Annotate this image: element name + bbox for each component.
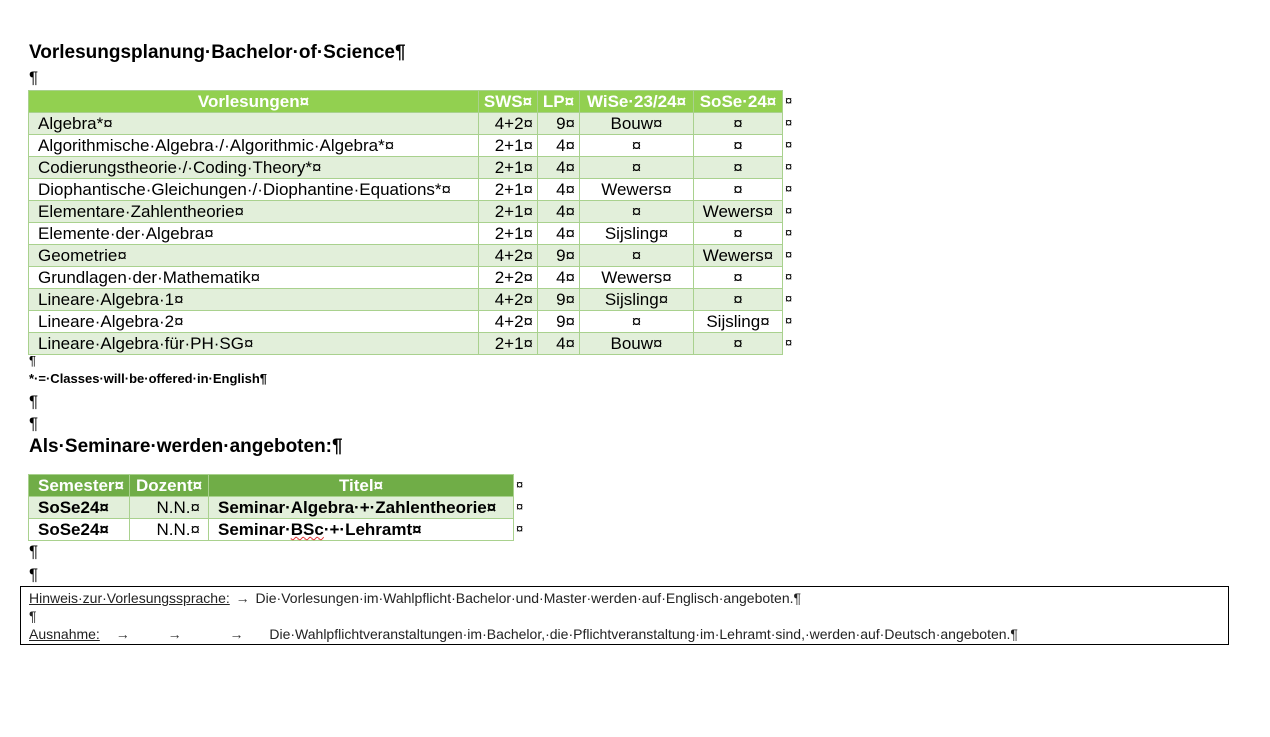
- table-row: [29, 267, 783, 289]
- row-end-mark: ¤: [785, 313, 793, 328]
- spellcheck-flagged-word[interactable]: BSc: [290, 520, 324, 539]
- english-footnote: *·=·Classes·will·be·offered·in·English¶: [29, 371, 268, 386]
- row-end-mark: ¤: [516, 521, 524, 536]
- title-part: ·+·Lehramt¤: [323, 520, 422, 539]
- wise-cell: Sijsling¤: [580, 289, 694, 311]
- wise-cell: Sijsling¤: [580, 223, 694, 245]
- lp-cell: 4¤: [538, 223, 580, 245]
- title-part: Seminar·: [218, 520, 291, 539]
- lecture-name-cell: Lineare·Algebra·1¤: [29, 289, 479, 311]
- table-row: [29, 311, 783, 333]
- tab-arrow: →: [235, 590, 250, 606]
- sws-cell: 4+2¤: [479, 113, 538, 135]
- row-end-mark: ¤: [785, 137, 793, 152]
- lecture-table-header-row: [29, 91, 783, 113]
- sose-cell: ¤: [694, 223, 783, 245]
- lecture-table: [28, 90, 783, 355]
- sws-cell: 2+2¤: [479, 267, 538, 289]
- tab-arrow: →: [115, 626, 130, 642]
- empty-paragraph-mark: ¶: [29, 353, 36, 368]
- lp-cell: 4¤: [538, 179, 580, 201]
- col-header-sws: SWS¤: [479, 91, 538, 113]
- sws-cell: 2+1¤: [479, 157, 538, 179]
- tab-arrow: →: [167, 626, 182, 642]
- sose-cell: ¤: [694, 333, 783, 355]
- col-header-sose: SoSe·24¤: [694, 91, 783, 113]
- wise-cell: Wewers¤: [580, 267, 694, 289]
- wise-cell: Wewers¤: [580, 179, 694, 201]
- empty-paragraph-mark: ¶: [29, 392, 39, 411]
- hint-label: Hinweis·zur·Vorlesungssprache:: [29, 590, 230, 606]
- empty-paragraph-mark: ¶: [29, 565, 39, 584]
- lecture-name-cell: Lineare·Algebra·für·PH·SG¤: [29, 333, 479, 355]
- wise-cell: ¤: [580, 157, 694, 179]
- sws-cell: 2+1¤: [479, 223, 538, 245]
- exception-label: Ausnahme:: [29, 626, 100, 642]
- lecture-name-cell: Codierungstheorie·/·Coding·Theory*¤: [29, 157, 479, 179]
- sws-cell: 2+1¤: [479, 135, 538, 157]
- table-row: [29, 333, 783, 355]
- table-row: [29, 179, 783, 201]
- lp-cell: 4¤: [538, 201, 580, 223]
- col-header-lectures: Vorlesungen¤: [29, 91, 479, 113]
- lp-cell: 4¤: [538, 135, 580, 157]
- lp-cell: 4¤: [538, 267, 580, 289]
- tab-arrow: →: [229, 626, 244, 642]
- lecture-name-cell: Elemente·der·Algebra¤: [29, 223, 479, 245]
- sws-cell: 4+2¤: [479, 311, 538, 333]
- wise-cell: Bouw¤: [580, 333, 694, 355]
- wise-cell: ¤: [580, 201, 694, 223]
- exception-text: Die·Wahlpflichtveranstaltungen·im·Bachelor,·die·Pflichtveranstaltung·im·Lehramt·sind,·werden·auf·Deutsch·angeboten.¶: [269, 626, 1018, 642]
- table-row: [29, 289, 783, 311]
- semester-cell: SoSe24¤: [29, 497, 130, 519]
- table-row: [29, 135, 783, 157]
- semester-cell: SoSe24¤: [29, 519, 130, 541]
- lecture-name-cell: Algorithmische·Algebra·/·Algorithmic·Algebra*¤: [29, 135, 479, 157]
- table-row: [29, 201, 783, 223]
- wise-cell: ¤: [580, 245, 694, 267]
- empty-paragraph-mark: ¶: [29, 414, 39, 433]
- wise-cell: ¤: [580, 135, 694, 157]
- dozent-cell: N.N.¤: [130, 519, 209, 541]
- table-row: [29, 497, 514, 519]
- row-end-mark: ¤: [785, 115, 793, 130]
- hint-empty-line: ¶: [29, 608, 37, 624]
- sws-cell: 2+1¤: [479, 179, 538, 201]
- lp-cell: 9¤: [538, 289, 580, 311]
- lecture-name-cell: Geometrie¤: [29, 245, 479, 267]
- lp-cell: 4¤: [538, 333, 580, 355]
- table-row: [29, 223, 783, 245]
- col-header-lp: LP¤: [538, 91, 580, 113]
- col-header-titel: Titel¤: [209, 475, 514, 497]
- row-end-mark: ¤: [785, 203, 793, 218]
- lecture-name-cell: Elementare·Zahlentheorie¤: [29, 201, 479, 223]
- language-hint-box: [20, 586, 1229, 645]
- empty-paragraph-mark: ¶: [29, 542, 39, 561]
- sose-cell: ¤: [694, 267, 783, 289]
- sose-cell: ¤: [694, 179, 783, 201]
- row-end-mark: ¤: [785, 225, 793, 240]
- table-row: [29, 519, 514, 541]
- row-end-mark: ¤: [785, 247, 793, 262]
- seminar-table-header-row: [29, 475, 514, 497]
- col-header-wise: WiSe·23/24¤: [580, 91, 694, 113]
- empty-paragraph-mark: ¶: [29, 68, 39, 87]
- sose-cell: ¤: [694, 113, 783, 135]
- sws-cell: 4+2¤: [479, 289, 538, 311]
- lp-cell: 4¤: [538, 157, 580, 179]
- sose-cell: Wewers¤: [694, 201, 783, 223]
- wise-cell: Bouw¤: [580, 113, 694, 135]
- row-end-mark: ¤: [785, 181, 793, 196]
- lp-cell: 9¤: [538, 311, 580, 333]
- row-end-mark: ¤: [785, 291, 793, 306]
- sose-cell: Sijsling¤: [694, 311, 783, 333]
- title-cell: [209, 519, 514, 541]
- row-end-mark: ¤: [785, 159, 793, 174]
- sws-cell: 2+1¤: [479, 201, 538, 223]
- sose-cell: ¤: [694, 289, 783, 311]
- row-end-mark: ¤: [785, 335, 793, 350]
- lecture-name-cell: Lineare·Algebra·2¤: [29, 311, 479, 333]
- title-cell: Seminar·Algebra·+·Zahlentheorie¤: [209, 497, 514, 519]
- lp-cell: 9¤: [538, 113, 580, 135]
- hint-text: Die·Vorlesungen·im·Wahlpflicht·Bachelor·und·Master·werden·auf·Englisch·angeboten.¶: [255, 590, 802, 606]
- lecture-name-cell: Algebra*¤: [29, 113, 479, 135]
- col-header-dozent: Dozent¤: [130, 475, 209, 497]
- row-end-mark: ¤: [516, 499, 524, 514]
- row-end-mark: ¤: [785, 93, 793, 108]
- wise-cell: ¤: [580, 311, 694, 333]
- lecture-name-cell: Diophantische·Gleichungen·/·Diophantine·Equations*¤: [29, 179, 479, 201]
- seminar-heading: Als·Seminare·werden·angeboten:¶: [29, 436, 343, 457]
- hint-line-2: [29, 626, 1018, 642]
- lecture-name-cell: Grundlagen·der·Mathematik¤: [29, 267, 479, 289]
- sose-cell: Wewers¤: [694, 245, 783, 267]
- table-row: [29, 113, 783, 135]
- lp-cell: 9¤: [538, 245, 580, 267]
- row-end-mark: ¤: [516, 477, 524, 492]
- sose-cell: ¤: [694, 135, 783, 157]
- sose-cell: ¤: [694, 157, 783, 179]
- hint-line-1: [29, 590, 801, 606]
- sws-cell: 2+1¤: [479, 333, 538, 355]
- dozent-cell: N.N.¤: [130, 497, 209, 519]
- seminar-table: [28, 474, 514, 541]
- document-heading: Vorlesungsplanung·Bachelor·of·Science¶: [29, 42, 406, 63]
- row-end-mark: ¤: [785, 269, 793, 284]
- col-header-semester: Semester¤: [29, 475, 130, 497]
- sws-cell: 4+2¤: [479, 245, 538, 267]
- table-row: [29, 245, 783, 267]
- table-row: [29, 157, 783, 179]
